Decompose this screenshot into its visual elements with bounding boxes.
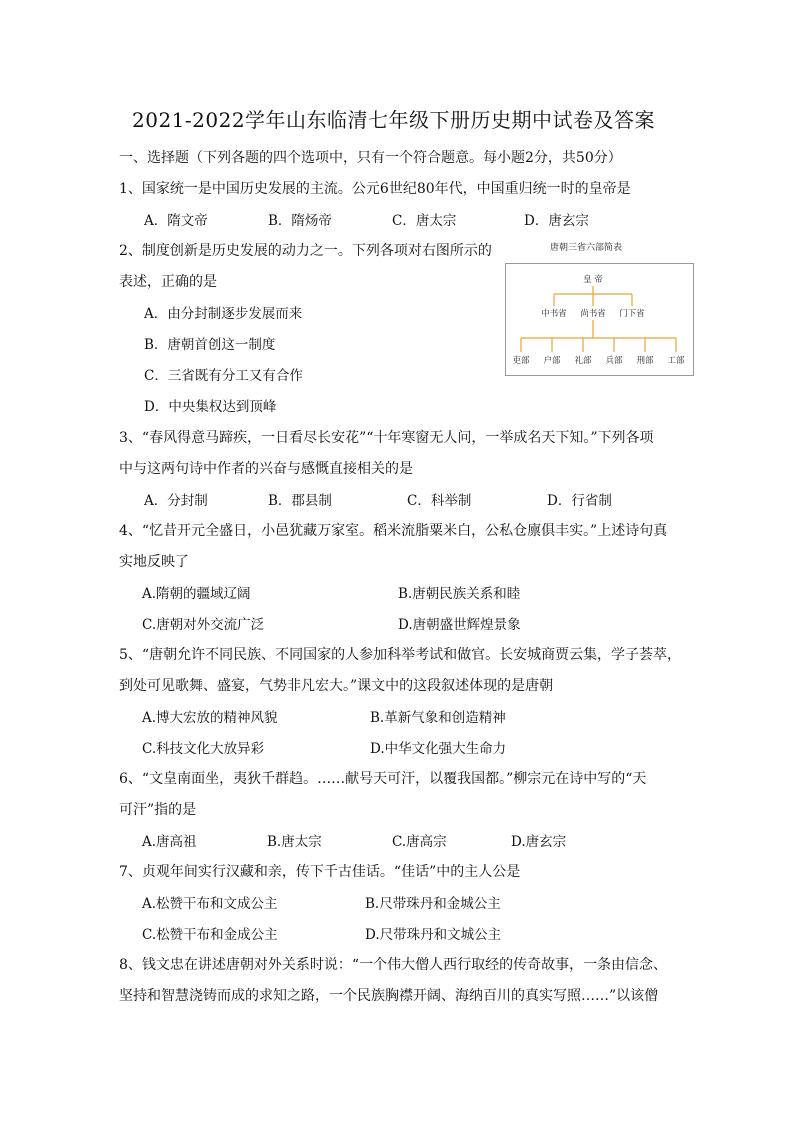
diagram-province-shangshu: 尚书省 — [580, 309, 606, 319]
q4-option-a[interactable]: A.隋朝的疆域辽阔 — [142, 586, 251, 602]
q6-option-c[interactable]: C.唐高宗 — [392, 834, 447, 850]
question-8-text-line-1: 8、钱文忠在讲述唐朝对外关系时说：“一个伟大僧人西行取经的传奇故事，一条由信念、 — [119, 957, 668, 973]
question-1-text: 1、国家统一是中国历史发展的主流。公元6世纪80年代，中国重归统一时的皇帝是 — [119, 181, 631, 197]
q4-option-c[interactable]: C.唐朝对外交流广泛 — [142, 617, 265, 633]
q1-option-b[interactable]: B．隋炀帝 — [268, 213, 332, 229]
question-5-text-line-2: 到处可见歌舞、盛宴，气势非凡宏大。”课文中的这段叙述体现的是唐朝 — [119, 678, 554, 694]
diagram-province-menxia: 门下省 — [619, 309, 645, 319]
diagram-ministry-xing: 刑部 — [636, 356, 654, 366]
q6-option-a[interactable]: A.唐高祖 — [142, 834, 197, 850]
q7-option-c[interactable]: C.松赞干布和金成公主 — [142, 927, 278, 943]
question-4-text-line-2: 实地反映了 — [119, 554, 189, 570]
q4-option-d[interactable]: D.唐朝盛世辉煌景象 — [398, 617, 521, 633]
diagram-ministry-li: 吏部 — [512, 356, 530, 366]
question-3-text-line-2: 中与这两句诗中作者的兴奋与感慨直接相关的是 — [119, 461, 413, 477]
q5-option-a[interactable]: A.博大宏放的精神风貌 — [142, 710, 278, 726]
q7-option-d[interactable]: D.尺带珠丹和文城公主 — [365, 927, 502, 943]
q4-option-b[interactable]: B.唐朝民族关系和睦 — [398, 586, 521, 602]
question-8-text-line-2: 坚持和智慧浇铸而成的求知之路，一个民族胸襟开阔、海纳百川的真实写照……”以该僧 — [119, 988, 659, 1004]
q3-option-c[interactable]: C．科举制 — [407, 493, 472, 509]
question-6-text-line-1: 6、“文皇南面坐，夷狄千群趋。……献号天可汗，以覆我国都。”柳宗元在诗中写的“天 — [119, 771, 647, 787]
q6-option-d[interactable]: D.唐玄宗 — [511, 834, 567, 850]
q7-option-a[interactable]: A.松赞干布和文成公主 — [142, 896, 278, 912]
q5-option-b[interactable]: B.革新气象和创造精神 — [370, 710, 506, 726]
diagram-ministry-gong: 工部 — [667, 356, 685, 366]
government-structure-diagram — [505, 263, 694, 376]
question-5-text-line-1: 5、“唐朝允许不同民族、不同国家的人参加科举考试和做官。长安城商贾云集，学子荟萃， — [119, 647, 682, 663]
q2-option-b[interactable]: B．唐朝首创这一制度 — [144, 337, 276, 353]
diagram-ministry-li-rites: 礼部 — [574, 356, 592, 366]
diagram-title: 唐朝三省六部简表 — [550, 243, 623, 253]
diagram-ministry-bing: 兵部 — [605, 356, 623, 366]
question-7-text: 7、贞观年间实行汉藏和亲，传下千古佳话。“佳话”中的主人公是 — [119, 864, 521, 880]
q1-option-a[interactable]: A．隋文帝 — [144, 213, 208, 229]
q6-option-b[interactable]: B.唐太宗 — [267, 834, 322, 850]
q5-option-d[interactable]: D.中华文化强大生命力 — [370, 741, 507, 757]
diagram-ministry-hu: 户部 — [543, 356, 561, 366]
q1-option-d[interactable]: D．唐玄宗 — [524, 213, 589, 229]
page-title: 2021-2022学年山东临清七年级下册历史期中试卷及答案 — [132, 108, 656, 132]
section-heading: 一、选择题（下列各题的四个选项中，只有一个符合题意。每小题2分，共50分） — [119, 150, 622, 166]
question-2-text-line-2: 表述，正确的是 — [119, 274, 217, 290]
question-2-text-line-1: 2、制度创新是历史发展的动力之一。下列各项对右图所示的 — [119, 243, 492, 259]
q5-option-c[interactable]: C.科技文化大放异彩 — [142, 741, 265, 757]
question-4-text-line-1: 4、“忆昔开元全盛日，小邑犹藏万家室。稻米流脂粟米白，公私仓廪俱丰实。”上述诗句真 — [119, 523, 668, 539]
diagram-root-emperor: 皇 帝 — [583, 275, 603, 285]
q2-option-c[interactable]: C．三省既有分工又有合作 — [144, 368, 303, 384]
q3-option-a[interactable]: A．分封制 — [144, 493, 208, 509]
question-3-text-line-1: 3、“春风得意马蹄疾，一日看尽长安花”“十年寒窗无人问，一举成名天下知。”下列各项 — [119, 430, 654, 446]
diagram-province-zhongshu: 中书省 — [541, 309, 567, 319]
q2-option-a[interactable]: A．由分封制逐步发展而来 — [144, 306, 303, 322]
q2-option-d[interactable]: D．中央集权达到顶峰 — [144, 399, 277, 415]
q1-option-c[interactable]: C．唐太宗 — [392, 213, 457, 229]
q3-option-b[interactable]: B．郡县制 — [268, 493, 332, 509]
question-6-text-line-2: 可汗”指的是 — [119, 802, 197, 818]
q3-option-d[interactable]: D．行省制 — [547, 493, 612, 509]
q7-option-b[interactable]: B.尺带珠丹和金城公主 — [365, 896, 501, 912]
